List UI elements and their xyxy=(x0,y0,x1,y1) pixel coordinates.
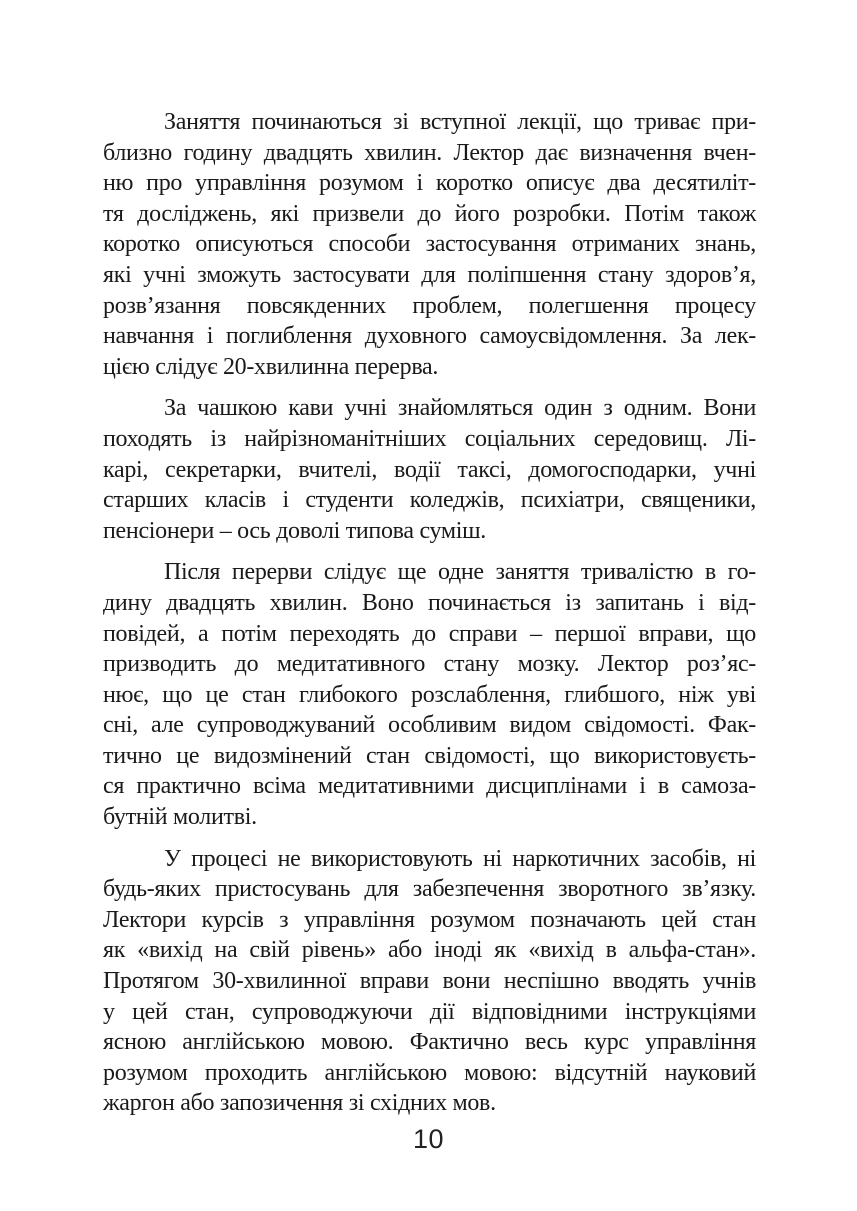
text-line: дину двадцять хвилин. Воно починається із запитань і від- xyxy=(103,589,756,616)
page-text-block xyxy=(103,107,756,1130)
text-line: нює, що це стан глибокого розслаблення, глибшого, ніж уві xyxy=(103,681,756,708)
text-line: Заняття починаються зі вступної лекції, що триває при- xyxy=(164,109,756,135)
text-line: За чашкою кави учні знайомляться один з одним. Вони xyxy=(164,395,756,422)
text-line: сні, але супроводжуваний особливим видом свідомості. Фак- xyxy=(103,712,756,739)
text-line: навчання і поглиблення духовного самоусвідомлення. За лек- xyxy=(103,323,756,350)
page-number: 10 xyxy=(412,1124,445,1154)
text-line: у цей стан, супроводжуючи дії відповідними інструкціями xyxy=(103,998,756,1025)
paragraph xyxy=(103,393,756,546)
text-line: жаргон або запозичення зі східних мов. xyxy=(103,1090,496,1117)
text-line: цією слідує 20-хвилинна перерва. xyxy=(103,353,439,380)
text-line: У процесі не використовують ні наркотичних засобів, ні xyxy=(164,845,756,872)
text-line: які учні зможуть застосувати для поліпшення стану здоров’я, xyxy=(103,261,756,288)
text-line: призводить до медитативного стану мозку. Лектор роз’яс- xyxy=(103,651,756,678)
text-line: Після перерви слідує ще одне заняття тривалістю в го- xyxy=(164,559,756,586)
paragraph xyxy=(103,557,756,832)
text-line: Лектори курсів з управління розумом позначають цей стан xyxy=(103,906,756,933)
paragraph xyxy=(103,107,756,382)
text-line: старших класів і студенти коледжів, психіатри, священики, xyxy=(103,487,756,514)
text-line: ясною англійською мовою. Фактично весь курс управління xyxy=(103,1029,756,1056)
text-line: тично це видозмінений стан свідомості, що використовуєть- xyxy=(103,742,756,769)
text-line: розв’язання повсякденних проблем, полегшення процесу xyxy=(103,292,756,319)
text-line: повідей, а потім переходять до справи – першої вправи, що xyxy=(103,620,756,647)
text-line: пенсіонери – ось доволі типова суміш. xyxy=(103,517,487,544)
text-line: розумом проходить англійською мовою: відсутній науковий xyxy=(103,1059,756,1086)
text-line: тя досліджень, які призвели до його розробки. Потім також xyxy=(103,200,756,227)
paragraph xyxy=(103,844,756,1119)
text-line: карі, секретарки, вчителі, водії таксі, домогосподарки, учні xyxy=(103,456,756,483)
text-line: близно годину двадцять хвилин. Лектор дає визначення вчен- xyxy=(103,139,756,166)
text-line: ся практично всіма медитативними дисциплінами і в самоза- xyxy=(103,773,756,800)
text-line: ню про управління розумом і коротко описує два десятиліт- xyxy=(103,170,756,197)
text-line: бутній молитві. xyxy=(103,804,257,831)
text-line: як «вихід на свій рівень» або іноді як «вихід в альфа-стан». xyxy=(103,937,756,964)
text-line: Протягом 30-хвилинної вправи вони неспішно вводять учнів xyxy=(103,968,756,995)
text-line: коротко описуються способи застосування отриманих знань, xyxy=(103,231,756,258)
text-line: будь-яких пристосувань для забезпечення зворотного зв’язку. xyxy=(103,876,756,903)
text-line: походять із найрізноманітніших соціальних середовищ. Лі- xyxy=(103,425,756,452)
